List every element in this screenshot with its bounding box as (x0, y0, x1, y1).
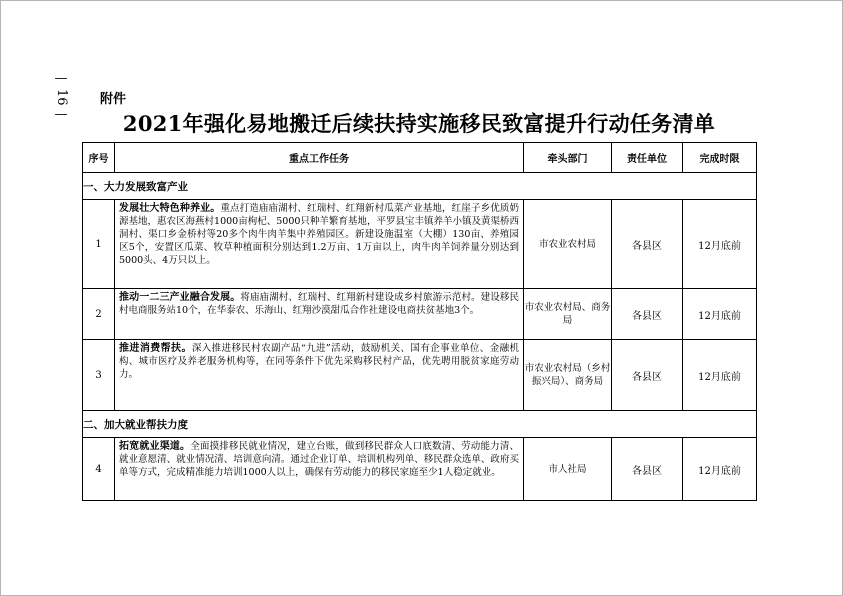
document-title: 2021年强化易地搬迁后续扶持实施移民致富提升行动任务清单 (122, 111, 716, 136)
task-cell (115, 289, 524, 340)
row-number: 4 (83, 438, 115, 501)
responsible-unit: 各县区 (612, 200, 683, 289)
table-row (83, 289, 757, 340)
task-table (82, 142, 757, 501)
section-title: 二、加大就业帮扶力度 (83, 411, 757, 438)
task-cell (115, 200, 524, 289)
deadline: 12月底前 (683, 340, 757, 411)
task-description: 深入推进移民村农副产品“九进”活动，鼓励机关、国有企事业单位、金融机构、城市医疗及养老服务机构等，在同等条件下优先采购移民村产品，优先聘用脱贫家庭劳动力。 (119, 343, 520, 380)
header-no: 序号 (83, 143, 115, 173)
table-row (83, 438, 757, 501)
lead-department: 市人社局 (524, 438, 612, 501)
responsible-unit: 各县区 (612, 289, 683, 340)
header-task: 重点工作任务 (115, 143, 524, 173)
task-description: 重点打造庙庙湖村、红瑞村、红翔新村瓜菜产业基地，红崖子乡优质奶源基地，惠农区海燕村1000亩枸杞、5000只种羊繁育基地，平罗县宝丰镇养羊小镇及黄渠桥西洞村、渠口乡金桥村等20多个肉牛肉羊集中养殖园区。新建设施温室（大棚）130亩、养殖园区5个，安置区瓜菜、牧草种植面积分别达到1.2万亩、1万亩以上，肉牛肉羊饲养量分别达到5000头、4万只以上。 (119, 203, 519, 266)
row-number: 2 (83, 289, 115, 340)
task-heading: 拓宽就业渠道。 (119, 441, 191, 452)
table-row (83, 200, 757, 289)
lead-department: 市农业农村局、商务局 (524, 289, 612, 340)
task-heading: 推进消费帮扶。 (119, 343, 192, 354)
responsible-unit: 各县区 (612, 340, 683, 411)
task-description: 将庙庙湖村、红瑞村、红翔新村建设成乡村旅游示范村。建设移民村电商服务站10个，在华泰农、乐海山、红翔沙漠甜瓜合作社建设电商扶贫基地3个。 (119, 292, 519, 316)
task-cell (115, 340, 524, 411)
page-number-digits: 16 (54, 89, 69, 106)
task-heading: 发展壮大特色种养业。 (119, 203, 221, 214)
task-heading: 推动一二三产业融合发展。 (119, 292, 241, 303)
header-unit: 责任单位 (612, 143, 683, 173)
table-header-row (83, 143, 757, 173)
deadline: 12月底前 (683, 200, 757, 289)
header-deadline: 完成时限 (683, 143, 757, 173)
lead-department: 市农业农村局（乡村振兴局）、商务局 (524, 340, 612, 411)
row-number: 3 (83, 340, 115, 411)
task-description: 全面摸排移民就业情况，建立台账，做到移民群众人口底数清、劳动能力清、就业意愿清、就业情况清、培训意向清。通过企业订单、培训机构列单、移民群众选单、政府买单等方式，完成精准能力培训1000人以上，确保有劳动能力的移民家庭至少1人稳定就业。 (119, 441, 519, 478)
section-row (83, 173, 757, 200)
task-cell (115, 438, 524, 501)
section-title: 一、大力发展致富产业 (83, 173, 757, 200)
table-row (83, 340, 757, 411)
page-number (53, 72, 69, 122)
page-number-dash-bottom: — (54, 107, 68, 122)
row-number: 1 (83, 200, 115, 289)
page-number-dash-top: — (54, 71, 68, 86)
lead-department: 市农业农村局 (524, 200, 612, 289)
section-row (83, 411, 757, 438)
deadline: 12月底前 (683, 289, 757, 340)
attachment-label: 附件 (100, 92, 127, 107)
deadline: 12月底前 (683, 438, 757, 501)
responsible-unit: 各县区 (612, 438, 683, 501)
header-lead: 牵头部门 (524, 143, 612, 173)
